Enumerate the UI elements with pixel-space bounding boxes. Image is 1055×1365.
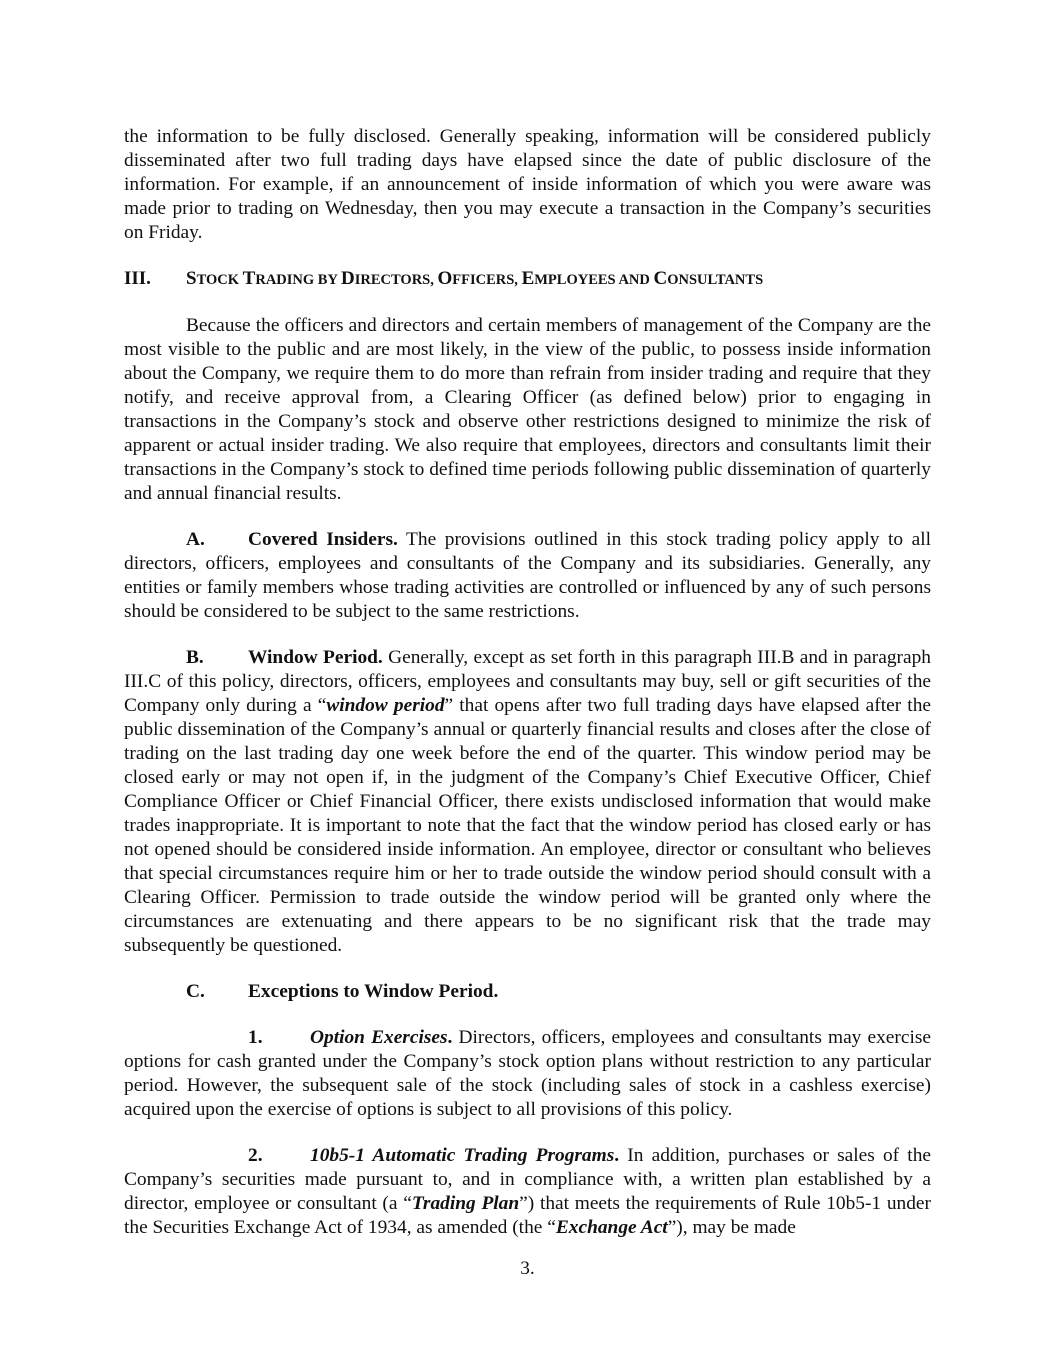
title-part: S	[186, 268, 197, 289]
title-part: TOCK	[196, 272, 243, 288]
item-2-title: 10b5-1 Automatic Trading Programs	[310, 1145, 615, 1166]
title-part: RADING BY	[255, 272, 342, 288]
item-1-title: Option Exercises	[310, 1027, 448, 1048]
page-number: 3.	[520, 1258, 535, 1279]
title-part: FFICERS,	[452, 272, 522, 288]
title-part: ONSULTANTS	[667, 272, 764, 288]
section-b-paragraph	[124, 646, 931, 958]
section-b-body: Generally, except as set forth in this paragraph III.B and in paragraph III.C of this policy, directors, officers, employees and consultants may buy, sell or gift securities of the Company only during a “	[124, 647, 931, 716]
document-page	[124, 125, 931, 1240]
section-number: III.	[124, 268, 151, 289]
title-part: MPLOYEES AND	[534, 272, 654, 288]
section-a-label: A.	[186, 529, 205, 550]
item-1-body: Directors, officers, employees and consultants may exercise options for cash granted under the Company’s stock option plans without restriction to any particular period. However, the subsequent sale of the stock (including sales of stock in a cashless exercise) acquired upon the exercise of options is subject to all provisions of this policy.	[124, 1027, 931, 1120]
title-part: IRECTORS,	[354, 272, 438, 288]
title-part: O	[437, 268, 453, 289]
section-c2-paragraph	[124, 1144, 931, 1240]
section-iii-heading	[124, 267, 931, 292]
title-part: C	[653, 268, 668, 289]
section-title	[186, 267, 763, 292]
section-a-body: The provisions outlined in this stock trading policy apply to all directors, officers, employees and consultants of the Company and its subsidiaries. Generally, any entities or family members whose trading activities are controlled or influenced by any of such persons should be considered to be subject to the same restrictions.	[124, 529, 931, 622]
section-c-heading	[186, 980, 931, 1004]
defined-term-window-period: window period	[326, 695, 445, 716]
item-2-body: In addition, purchases or sales of the Company’s securities made pursuant to, and in compliance with, a written plan established by a director, employee or consultant (a “	[124, 1145, 931, 1214]
title-part: E	[521, 268, 535, 289]
section-a-paragraph	[124, 528, 931, 624]
defined-term-exchange-act: Exchange Act	[555, 1217, 668, 1238]
title-part: D	[341, 268, 355, 289]
intro-paragraph: the information to be fully disclosed. Generally speaking, information will be considered publicly disseminated after two full trading days have elapsed since the date of public disclosure of the information. For example, if an announcement of inside information of which you were aware was made prior to trading on Wednesday, then you may execute a transaction in the Company’s securities on Friday.	[124, 126, 931, 243]
item-2-body-cont: ”) that meets the requirements of Rule 10b5-1 under the Securities Exchange Act of 1934, as amended (the “	[124, 1193, 931, 1238]
section-b-title: Window Period.	[248, 647, 383, 668]
item-2-body-end: ”), may be made	[667, 1217, 796, 1238]
item-1-label: 1.	[248, 1027, 263, 1048]
item-1-title-end: .	[447, 1027, 453, 1048]
section-c-title: Exceptions to Window Period.	[248, 981, 499, 1002]
item-2-title-end: .	[614, 1145, 620, 1166]
section-iii-body: Because the officers and directors and certain members of management of the Company are the most visible to the public and are most likely, in the view of the public, to possess inside information about the Company, we require them to do more than refrain from insider trading and require that they notify, and receive approval from, a Clearing Officer (as defined below) prior to engaging in transactions in the Company’s stock and observe other restrictions designed to minimize the risk of apparent or actual insider trading. We also require that employees, directors and consultants limit their transactions in the Company’s stock to defined time periods following public dissemination of quarterly and annual financial results.	[124, 315, 931, 504]
section-c1-paragraph	[124, 1026, 931, 1122]
section-c-label: C.	[186, 981, 205, 1002]
title-part: T	[242, 268, 256, 289]
defined-term-trading-plan: Trading Plan	[411, 1193, 520, 1214]
section-a-title: Covered Insiders.	[248, 529, 398, 550]
section-b-label: B.	[186, 647, 204, 668]
section-b-body-cont: ” that opens after two full trading days have elapsed after the public dissemination of the Company’s annual or quarterly financial results and closes after the close of trading on the last trading day one week before the end of the quarter. This window period may be closed early or may not open if, in the judgment of the Company’s Chief Executive Officer, Chief Compliance Officer or Chief Financial Officer, there exists undisclosed information that would make trades inappropriate. It is important to note that the fact that the window period has closed early or has not opened should be considered inside information. An employee, director or consultant who believes that special circumstances require him or her to trade outside the window period should consult with a Clearing Officer. Permission to trade outside the window period will be granted only where the circumstances are extenuating and there appears to be no significant risk that the trade may subsequently be questioned.	[124, 695, 931, 956]
item-2-label: 2.	[248, 1145, 263, 1166]
